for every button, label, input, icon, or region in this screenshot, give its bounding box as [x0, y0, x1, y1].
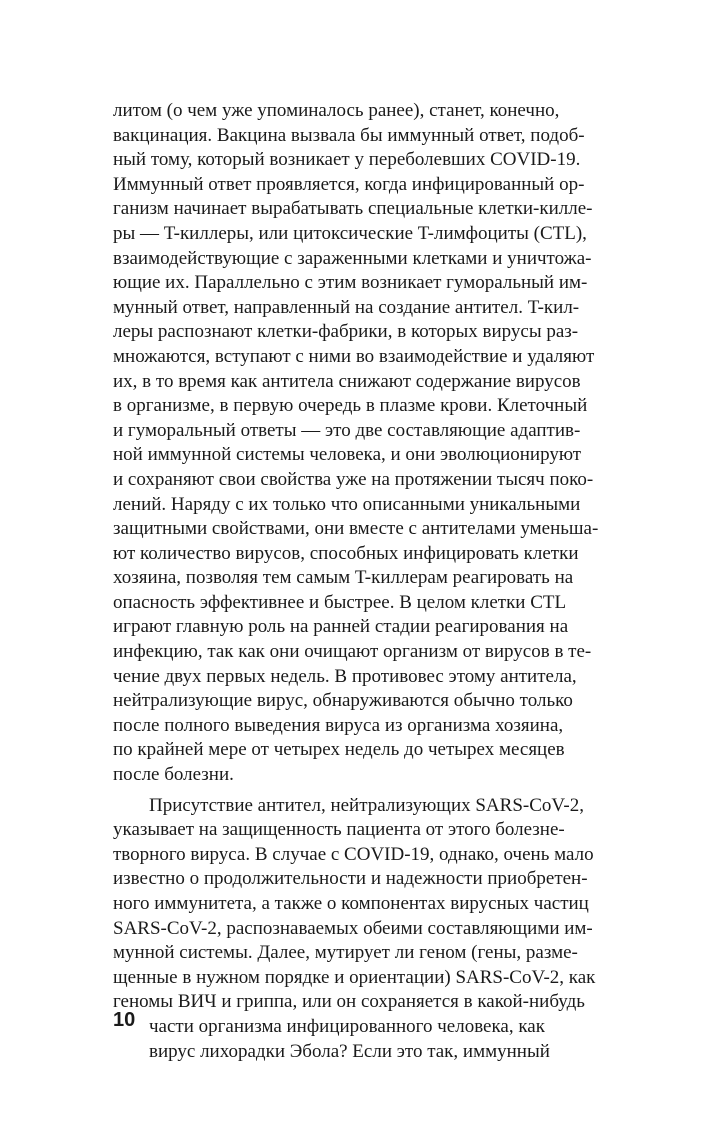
text-line: их, в то время как антитела снижают содержание вирусов [113, 370, 581, 392]
page-number: 10 [113, 1009, 136, 1031]
text-line: творного вируса. В случае с COVID-19, однако, очень мало [113, 843, 594, 865]
text-line: щенные в нужном порядке и ориентации) SARS-CoV-2, как [113, 966, 596, 988]
text-line: опасность эффективнее и быстрее. В целом клетки CTL [113, 591, 567, 613]
text-line: хозяина, позволяя тем самым T-киллерам реагировать на [113, 567, 574, 589]
text-line: ной иммунной системы человека, и они эволюционируют [113, 444, 582, 466]
text-line: SARS-CoV-2, распознаваемых обеими составляющими им- [113, 917, 593, 939]
paragraph-3 [113, 1015, 621, 1064]
text-line: части организма инфицированного человека, как [149, 1015, 545, 1037]
text-line: инфекцию, так как они очищают организм от вирусов в те- [113, 641, 592, 663]
text-line: мунный ответ, направленный на создание антител. T-кил- [113, 296, 580, 318]
text-line: геномы ВИЧ и гриппа, или он сохраняется в какой-нибудь [113, 991, 585, 1013]
text-line: Присутствие антител, нейтрализующих SARS-CoV-2, [149, 794, 584, 816]
text-line: ющие их. Параллельно с этим возникает гуморальный им- [113, 272, 588, 294]
text-line: ганизм начинает вырабатывать специальные клетки-килле- [113, 198, 593, 220]
text-line: известно о продолжительности и надежности приобретен- [113, 868, 588, 890]
text-line: и гуморальный ответы — это две составляющие адаптив- [113, 419, 581, 441]
text-line: по крайней мере от четырех недель до четырех месяцев [113, 739, 565, 761]
text-line: вакцинация. Вакцина вызвала бы иммунный ответ, подоб- [113, 124, 585, 146]
text-line: леры распознают клетки-фабрики, в которых вирусы раз- [113, 321, 579, 343]
text-line: указывает на защищенность пациента от этого болезне- [113, 819, 565, 841]
text-line: лений. Наряду с их только что описанными уникальными [113, 493, 581, 515]
text-line: мунной системы. Далее, мутирует ли геном (гены, разме- [113, 942, 578, 964]
text-line: играют главную роль на ранней стадии реагирования на [113, 616, 569, 638]
text-line: Иммунный ответ проявляется, когда инфицированный ор- [113, 173, 585, 195]
text-line: ный тому, который возникает у переболевших COVID-19. [113, 149, 581, 171]
text-line: ры — T-киллеры, или цитоксические T-лимфоциты (CTL), [113, 222, 587, 244]
text-line: после полного выведения вируса из организма хозяина, [113, 714, 564, 736]
paragraph-2 [113, 794, 621, 1015]
text-line: взаимодействующие с зараженными клетками и уничтожа- [113, 247, 592, 269]
text-line: литом (о чем уже упоминалось ранее), станет, конечно, [113, 100, 560, 121]
text-line: и сохраняют свои свойства уже на протяжении тысяч поко- [113, 468, 594, 490]
text-line: нейтрализующие вирус, обнаруживаются обычно только [113, 690, 573, 712]
text-line: ют количество вирусов, способных инфицировать клетки [113, 542, 579, 564]
text-line: в организме, в первую очередь в плазме крови. Клеточный [113, 395, 588, 417]
text-line: чение двух первых недель. В противовес этому антитела, [113, 665, 577, 687]
text-line: после болезни. [113, 764, 234, 786]
page-body [113, 99, 621, 1064]
text-line: вирус лихорадки Эбола? Если это так, иммунный [149, 1040, 550, 1062]
paragraph-1 [113, 99, 621, 788]
text-line: защитными свойствами, они вместе с антителами уменьша- [113, 518, 599, 540]
text-line: множаются, вступают с ними во взаимодействие и удаляют [113, 345, 595, 367]
text-line: ного иммунитета, а также о компонентах вирусных частиц [113, 893, 589, 914]
